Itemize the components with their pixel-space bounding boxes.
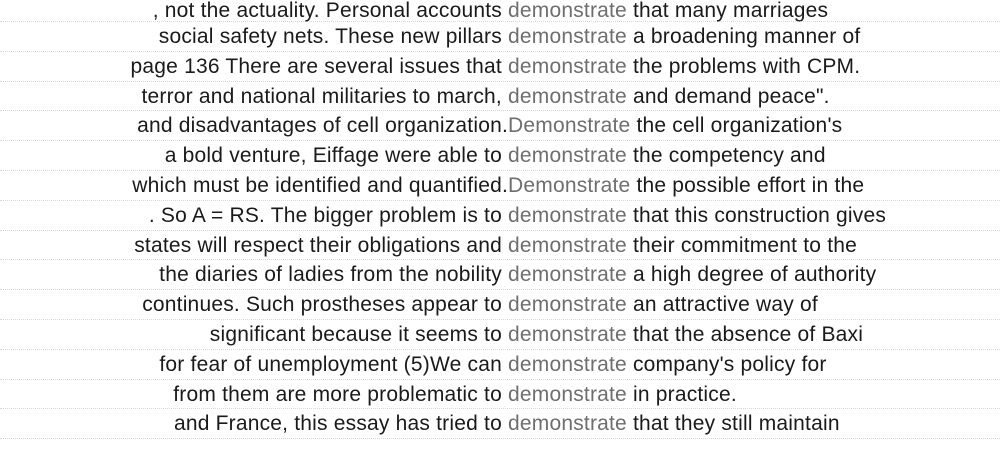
list-item: [0, 409, 1000, 439]
keyword: Demonstrate: [508, 114, 631, 138]
left-context: significant because it seems to: [209, 322, 508, 346]
keyword: demonstrate: [508, 412, 627, 436]
list-item: [0, 320, 1000, 350]
keyword: demonstrate: [508, 263, 627, 287]
list-item: [0, 22, 1000, 52]
right-context: the possible effort in the: [630, 173, 865, 197]
keyword: demonstrate: [508, 0, 627, 22]
right-context: a broadening manner of: [626, 25, 861, 48]
left-context: terror and national militaries to march,: [141, 84, 508, 108]
keyword: demonstrate: [508, 352, 627, 376]
list-item: [0, 380, 1000, 410]
left-context: . So A = RS. The bigger problem is to: [148, 203, 508, 227]
left-context: and disadvantages of cell organization.: [137, 114, 508, 138]
right-context: that many marriages: [626, 0, 829, 22]
left-context: states will respect their obligations and: [134, 233, 508, 257]
left-context: which must be identified and quantified.: [132, 173, 508, 197]
right-context: and demand peace".: [626, 84, 830, 108]
list-item: [0, 171, 1000, 201]
list-item: [0, 52, 1000, 82]
left-context: the diaries of ladies from the nobility: [159, 263, 508, 287]
left-context: page 136 There are several issues that: [130, 54, 508, 78]
right-context: the competency and: [626, 144, 826, 168]
right-context: their commitment to the: [626, 233, 857, 257]
left-context: from them are more problematic to: [173, 382, 508, 406]
right-context: an attractive way of: [626, 293, 818, 317]
list-item: [0, 231, 1000, 261]
left-context: continues. Such prostheses appear to: [142, 293, 508, 317]
list-item: [0, 111, 1000, 141]
keyword: demonstrate: [508, 144, 627, 168]
right-context: in practice.: [626, 382, 737, 406]
keyword: demonstrate: [508, 293, 627, 317]
keyword: demonstrate: [508, 203, 627, 227]
right-context: the problems with CPM.: [626, 54, 861, 78]
list-item: [0, 290, 1000, 320]
keyword: demonstrate: [508, 233, 627, 257]
keyword: demonstrate: [508, 54, 627, 78]
keyword: demonstrate: [508, 25, 627, 48]
left-context: and France, this essay has tried to: [173, 412, 508, 436]
list-item: [0, 260, 1000, 290]
keyword: demonstrate: [508, 84, 627, 108]
keyword: demonstrate: [508, 322, 627, 346]
right-context: company's policy for: [626, 352, 827, 376]
right-context: that this construction gives: [626, 203, 887, 227]
list-item: [0, 201, 1000, 231]
list-item: [0, 141, 1000, 171]
left-context: , not the actuality. Personal accounts: [152, 0, 508, 22]
list-item: [0, 82, 1000, 112]
right-context: a high degree of authority: [626, 263, 877, 287]
left-context: social safety nets. These new pillars: [158, 25, 508, 48]
list-item: [0, 0, 1000, 22]
right-context: the cell organization's: [630, 114, 843, 138]
keyword: demonstrate: [508, 382, 627, 406]
left-context: a bold venture, Eiffage were able to: [164, 144, 508, 168]
keyword: Demonstrate: [508, 173, 631, 197]
left-context: for fear of unemployment (5)We can: [159, 352, 508, 376]
list-item: [0, 350, 1000, 380]
right-context: that the absence of Baxi: [626, 322, 864, 346]
right-context: that they still maintain: [626, 412, 840, 436]
